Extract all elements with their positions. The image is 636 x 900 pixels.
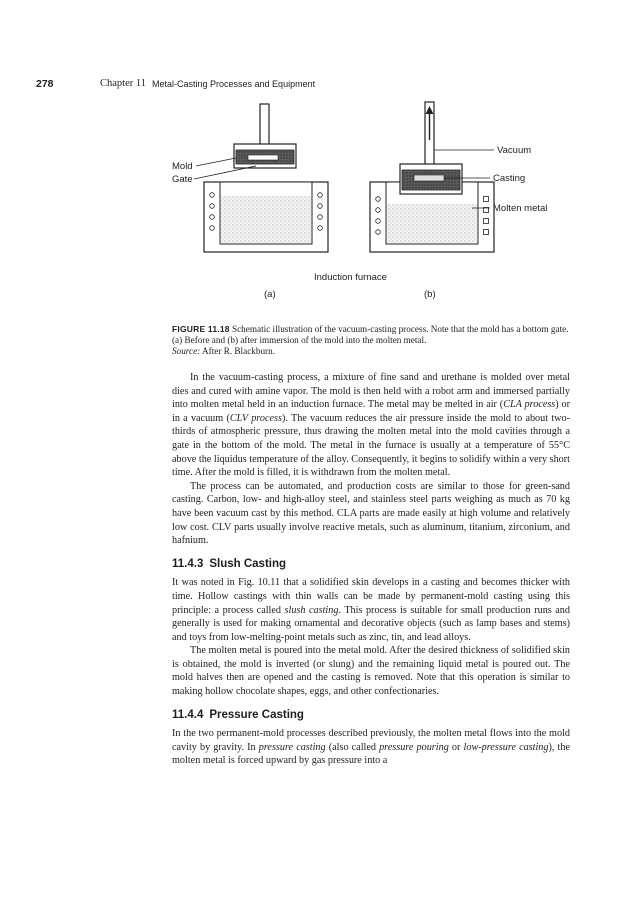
paragraph: In the vacuum-casting process, a mixture of fine sand and urethane is molded over metal dies and cured with amine vapor. The mold is then held with a robot arm and immersed partially into molten metal held in an induction furnace. The metal may be melted in air (CLA process) or in a vacuum (CLV process). The vacuum reduces the air pressure inside the mold to about two-thirds of atmospheric pressure, thus drawing the molten metal into the mold cavities through a gate in the bottom of the mold. The metal in the furnace is usually at a temperature of 55°C above the liquidus temperature of the alloy. Consequently, it begins to solidify within a very short time. After the mold is filled, it is withdrawn from the molten metal. <box>172 372 570 479</box>
leader-mold <box>196 158 236 166</box>
vacuum-casting-diagram <box>172 100 572 305</box>
figure-caption <box>172 324 572 358</box>
paragraph: It was noted in Fig. 10.11 that a solidified skin develops in a casting and becomes thicker with time. Hollow castings with thin walls can be made by permanent-mold casting using this principle: a process called slush casting. This process is suitable for small production runs and generally is used for making ornamental and decorative objects (such as lamp bases and stems) and toys from low-melting-point metals such as zinc, tin, and lead alloys. <box>172 577 570 643</box>
molten-metal-a <box>221 196 311 243</box>
caption-text: Schematic illustration of the vacuum-casting process. Note that the mold has a bottom gate. (a) Before and (b) after immersion of the mold into the molten metal. <box>172 324 569 346</box>
label-panel-a: (a) <box>264 289 276 300</box>
arm-stem <box>260 104 269 150</box>
vacuum-casting-figure <box>172 100 572 305</box>
running-header <box>36 78 596 92</box>
label-induction-furnace: Induction furnace <box>314 272 387 283</box>
body-text <box>172 371 570 768</box>
caption-source-label: Source: <box>172 346 201 357</box>
label-casting: Casting <box>493 173 526 184</box>
molten-metal-b <box>387 204 477 243</box>
caption-source: After R. Blackburn. <box>202 346 276 357</box>
page-number: 278 <box>36 78 54 90</box>
leader-gate <box>194 166 256 179</box>
label-panel-b: (b) <box>424 289 436 300</box>
paragraph: In the two permanent-mold processes described previously, the molten metal flows into the mold cavity by gravity. In pressure casting (also called pressure pouring or low-pressure casting), the molten metal is forced upward by gas pressure into a <box>172 728 570 767</box>
term-clv-process: CLV process <box>229 412 282 424</box>
caption-label: FIGURE 11.18 <box>172 324 230 334</box>
label-vacuum: Vacuum <box>497 145 532 156</box>
term-slush-casting: slush casting <box>284 604 339 616</box>
mold-cavity <box>248 155 278 160</box>
section-heading-slush-casting: 11.4.3 Slush Casting <box>172 557 287 570</box>
chapter-title: Metal-Casting Processes and Equipment <box>152 79 316 89</box>
chapter-label: Chapter 11 <box>100 78 146 89</box>
panel-a-diagram <box>172 104 328 300</box>
section-heading-pressure-casting: 11.4.4 Pressure Casting <box>172 708 304 721</box>
term-cla-process: CLA process <box>503 399 556 411</box>
paragraph: The process can be automated, and production costs are similar to those for green-sand casting. Carbon, low- and high-alloy steel, and stainless steel parts weighing as much as 70 kg have been vacuum cast by this method. CLA parts are made easily at high volume and relatively low cost. CLV parts usually involve reactive metals, such as aluminum, titanium, zirconium, and hafnium. <box>172 480 570 547</box>
panel-b-diagram <box>370 102 547 300</box>
label-molten-metal: Molten metal <box>493 203 548 214</box>
label-gate: Gate <box>172 174 193 185</box>
filled-casting <box>414 175 444 181</box>
paragraph: The molten metal is poured into the metal mold. After the desired thickness of solidified skin is obtained, the mold is inverted (or slung) and the remaining liquid metal is poured out. The mold halves then are opened and the casting is removed. Note that this operation is similar to making hollow chocolate shapes, eggs, and other confectionaries. <box>172 645 570 698</box>
label-mold: Mold <box>172 161 193 172</box>
